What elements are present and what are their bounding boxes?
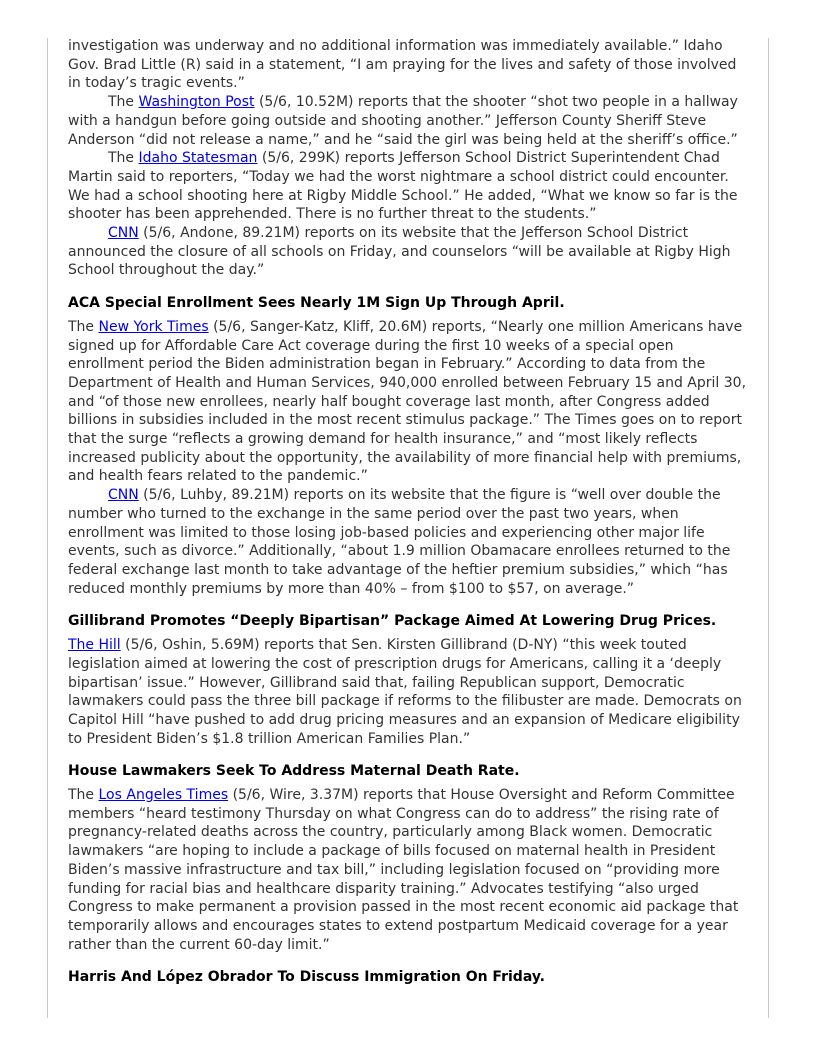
left-margin-rule (47, 38, 48, 1018)
article-paragraph: The Idaho Statesman (5/6, 299K) reports Jefferson School District Superintendent Chad Martin said to reporters, “Today we had the worst nightmare a school district could encounter. We had a school shooting here at Rigby Middle School.” He added, “What we know so far is the shooter has been apprehended. There is no further threat to the students.” (68, 150, 738, 223)
paragraph-text: (5/6, 299K) reports Jefferson School District Superintendent Chad Martin said to reporters, “Today we had the worst nightmare a school district could encounter. We had a school shooting here at Rigby Middle School.” He added, “What we know so far is the shooter has been apprehended. There is no further threat to the students.” (68, 150, 738, 223)
article-paragraph: The Washington Post (5/6, 10.52M) reports that the shooter “shot two people in a hallway with a handgun before going outside and shooting another.” Jefferson County Sheriff Steve Anderson “did not release a name,” and he “said the girl was being held at the sheriff’s office.” (68, 94, 738, 148)
article-school-shooting-continued (68, 37, 752, 280)
article-headline: ACA Special Enrollment Sees Nearly 1M Sign Up Through April. (68, 295, 565, 312)
paragraph-text: investigation was underway and no additional information was immediately available.” Idaho Gov. Brad Little (R) said in a statement, “I am praying for the lives and safety of those involved in today’s tragic events.” (68, 38, 737, 92)
paragraph-text: (5/6, Oshin, 5.69M) reports that Sen. Kirsten Gillibrand (D-NY) “this week touted legislation aimed at lowering the cost of prescription drugs for Americans, calling it a ‘deeply bipartisan’ issue.” However, Gillibrand said that, failing Republican support, Democratic lawmakers could pass the three bill package if reforms to the filibuster are made. Democrats on Capitol Hill “have pushed to add drug pricing measures and an expansion of Medicare eligibility to President Biden’s $1.8 trillion American Families Plan.” (68, 637, 742, 747)
paragraph-text: (5/6, Andone, 89.21M) reports on its website that the Jefferson School District announced the closure of all schools on Friday, and counselors “will be available at Rigby High School throughout the day.” (68, 225, 731, 279)
paragraph-text: (5/6, Sanger-Katz, Kliff, 20.6M) reports, “Nearly one million Americans have signed up for Affordable Care Act coverage during the first 10 weeks of a special open enrollment period the Biden administration began in February.” According to data from the Department of Health and Human Services, 940,000 enrolled between February 15 and April 30, and “of those new enrollees, nearly half bought coverage last month, after Congress added billions in subsidies included in the most recent stimulus package.” The Times goes on to report that the surge “reflects a growing demand for health insurance,” and “most likely reflects increased publicity about the opportunity, the availability of more financial help with premiums, and health fears related to the pandemic.” (68, 318, 747, 485)
paragraph-text: (5/6, 10.52M) reports that the shooter “shot two people in a hallway with a handgun before going outside and shooting another.” Jefferson County Sheriff Steve Anderson “did not release a name,” and he “said the girl was being held at the sheriff’s office.” (68, 94, 738, 148)
right-margin-rule (768, 38, 769, 1018)
source-link-washington-post[interactable]: Washington Post (138, 94, 255, 111)
article-harris-lopez-obrador (68, 968, 752, 987)
source-link-los-angeles-times[interactable]: Los Angeles Times (98, 787, 229, 804)
article-paragraph (68, 636, 752, 748)
paragraph-text: (5/6, Luhby, 89.21M) reports on its website that the figure is “well over double the number who turned to the exchange in the same period over the past two years, when enrollment was limited to those losing job-based policies and experiencing other major life events, such as divorce.” Additionally, “about 1.9 million Obamacare enrollees returned to the federal exchange last month to take advantage of the heftier premium subsidies,” which “has reduced monthly premiums by more than 40% – from $100 to $57, on average.” (68, 487, 731, 597)
source-link-cnn[interactable]: CNN (108, 225, 139, 242)
article-paragraph: The New York Times (5/6, Sanger-Katz, Kliff, 20.6M) reports, “Nearly one million Americans have signed up for Affordable Care Act coverage during the first 10 weeks of a special open enrollment period the Biden administration began in February.” According to data from the Department of Health and Human Services, 940,000 enrolled between February 15 and April 30, and “of those new enrollees, nearly half bought coverage last month, after Congress added billions in subsidies included in the most recent stimulus package.” The Times goes on to report that the surge “reflects a growing demand for health insurance,” and “most likely reflects increased publicity about the opportunity, the availability of more financial help with premiums, and health fears related to the pandemic.” (68, 318, 747, 485)
document-body (68, 37, 752, 992)
article-gillibrand-drug-prices (68, 612, 752, 748)
article-headline: Harris And López Obrador To Discuss Immigration On Friday. (68, 969, 546, 986)
article-maternal-death-rate (68, 762, 752, 954)
article-aca-enrollment (68, 294, 752, 598)
article-paragraph (68, 224, 752, 280)
source-link-new-york-times[interactable]: New York Times (98, 318, 209, 335)
source-link-idaho-statesman[interactable]: Idaho Statesman (138, 150, 258, 167)
article-headline: Gillibrand Promotes “Deeply Bipartisan” Package Aimed At Lowering Drug Prices. (68, 613, 717, 630)
article-headline: House Lawmakers Seek To Address Maternal Death Rate. (68, 763, 520, 780)
article-paragraph (68, 486, 752, 598)
source-link-cnn[interactable]: CNN (108, 487, 139, 504)
article-paragraph (68, 37, 752, 93)
article-paragraph: The Los Angeles Times (5/6, Wire, 3.37M) reports that House Oversight and Reform Committee members “heard testimony Thursday on what Congress can do to address” the rising rate of pregnancy-related deaths across the country, particularly among Black women. Democratic lawmakers “are hoping to include a package of bills focused on maternal health in President Biden’s massive infrastructure and tax bill,” including legislation focused on “providing more funding for racial bias and healthcare disparity training.” Advocates testifying “also urged Congress to make permanent a provision passed in the most recent economic aid package that temporarily allows and encourages states to extend postpartum Medicaid coverage for a year rather than the current 60-day limit.” (68, 787, 739, 953)
paragraph-text: (5/6, Wire, 3.37M) reports that House Oversight and Reform Committee members “heard testimony Thursday on what Congress can do to address” the rising rate of pregnancy-related deaths across the country, particularly among Black women. Democratic lawmakers “are hoping to include a package of bills focused on maternal health in President Biden’s massive infrastructure and tax bill,” including legislation focused on “providing more funding for racial bias and healthcare disparity training.” Advocates testifying “also urged Congress to make permanent a provision passed in the most recent economic aid package that temporarily allows and encourages states to extend postpartum Medicaid coverage for a year rather than the current 60-day limit.” (68, 787, 739, 953)
source-link-the-hill[interactable]: The Hill (68, 637, 121, 654)
